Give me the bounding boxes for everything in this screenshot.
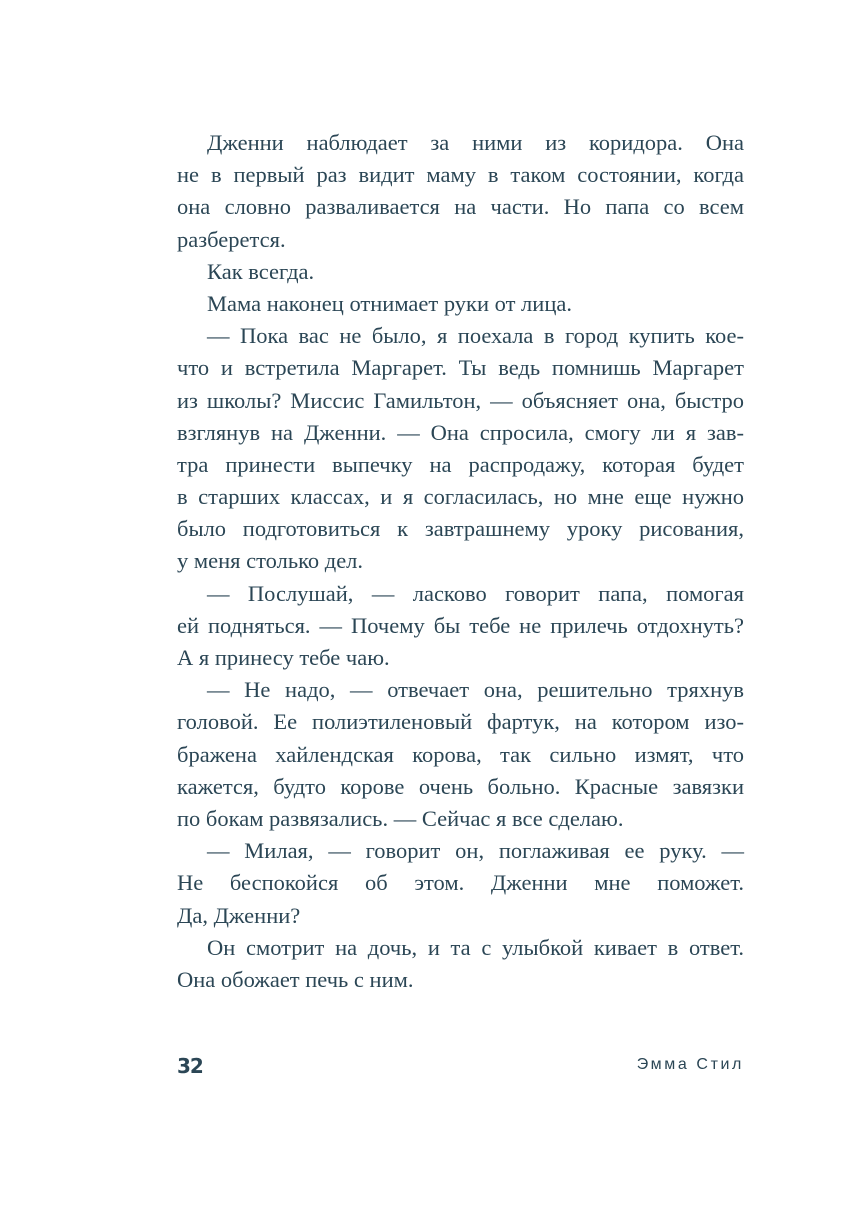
text-line: Он смотрит на дочь, и та с улыбкой кивает в ответ.: [207, 934, 744, 960]
body-text: [177, 127, 744, 996]
text-line: — Послушай, — ласково говорит папа, помогая: [207, 580, 744, 606]
text-line: А я принесу тебе чаю.: [177, 645, 390, 670]
text-line: тра принести выпечку на распродажу, которая будет: [177, 451, 744, 477]
text-line: — Не надо, — отвечает она, решительно тряхнув: [207, 677, 744, 703]
text-line: Она обожает печь с ним.: [177, 966, 414, 992]
text-line: из школы? Миссис Гамильтон, — объясняет она, быстро: [177, 387, 744, 413]
page-number: 32: [177, 1054, 203, 1078]
text-line: не в первый раз видит маму в таком состоянии, когда: [177, 162, 744, 188]
text-line: ей подняться. — Почему бы тебе не прилечь отдохнуть?: [177, 612, 744, 638]
text-line: взглянув на Дженни. — Она спросила, смогу ли я зав-: [177, 419, 744, 445]
page-footer: [177, 1054, 744, 1084]
text-line: головой. Ее полиэтиленовый фартук, на котором изо-: [177, 709, 744, 735]
text-line: бражена хайлендская корова, так сильно измят, что: [177, 741, 744, 767]
text-line: — Милая, — говорит он, поглаживая ее руку. —: [207, 838, 744, 864]
text-line: кажется, будто корове очень больно. Красные завязки: [177, 773, 744, 799]
running-head-author: Эмма Стил: [636, 1056, 744, 1073]
text-line: — Пока вас не было, я поехала в город купить кое-: [207, 323, 744, 349]
text-line: Да, Дженни?: [177, 902, 301, 928]
text-line: Дженни наблюдает за ними из коридора. Она: [207, 130, 744, 155]
text-line: она словно разваливается на части. Но папа со всем: [177, 194, 744, 220]
text-line: что и встретила Маргарет. Ты ведь помнишь Маргарет: [177, 355, 744, 381]
text-line: Мама наконец отнимает руки от лица.: [207, 290, 572, 316]
text-line: в старших классах, и я согласилась, но мне еще нужно: [177, 484, 744, 510]
text-line: разберется.: [177, 226, 286, 252]
text-line: Как всегда.: [207, 258, 315, 284]
text-line: по бокам развязались. — Сейчас я все сделаю.: [177, 805, 624, 831]
text-line: у меня столько дел.: [177, 548, 364, 574]
text-line: Не беспокойся об этом. Дженни мне поможет.: [177, 870, 744, 896]
text-line: было подготовиться к завтрашнему уроку рисования,: [177, 516, 744, 542]
